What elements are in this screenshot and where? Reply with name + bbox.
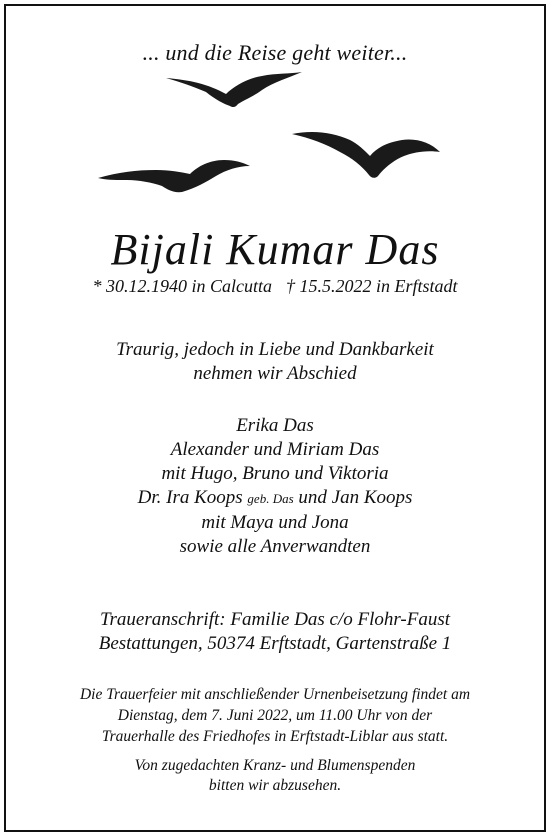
farewell-text — [0, 338, 550, 386]
flowers-line: Von zugedachten Kranz- und Blumenspenden — [134, 757, 416, 774]
mourner-line: Erika Das — [236, 415, 314, 436]
birds-illustration — [0, 60, 550, 200]
mourning-address — [0, 608, 550, 656]
ceremony-line: Die Trauerfeier mit anschließender Urnenbeisetzung findet am — [79, 686, 471, 703]
mourner-name: Dr. Ira Koops — [137, 487, 243, 508]
mourner-line: Alexander und Miriam Das — [170, 439, 380, 460]
mourner-line — [0, 486, 550, 511]
mourner-line: mit Hugo, Bruno und Viktoria — [161, 463, 389, 484]
ceremony-line: Dienstag, dem 7. Juni 2022, um 11.00 Uhr von der — [117, 707, 433, 724]
address-line: Traueranschrift: Familie Das c/o Flohr-Faust — [99, 609, 451, 630]
birth-date: * 30.12.1940 in Calcutta — [92, 276, 272, 296]
seagull-icon — [98, 160, 250, 192]
mourner-line: sowie alle Anverwandten — [179, 536, 371, 557]
mourners-list — [0, 414, 550, 559]
address-line: Bestattungen, 50374 Erftstadt, Gartenstraße 1 — [98, 633, 452, 654]
motto: ... und die Reise geht weiter... — [142, 40, 408, 65]
mourner-line: mit Maya und Jona — [201, 512, 349, 533]
farewell-line: nehmen wir Abschied — [193, 363, 357, 384]
mourner-name: und Jan Koops — [298, 487, 413, 508]
ceremony-info — [0, 684, 550, 747]
maiden-name-note: geb. Das — [247, 491, 294, 506]
deceased-name: Bijali Kumar Das — [110, 225, 440, 274]
seagull-icon — [292, 132, 440, 178]
seagull-icon — [166, 72, 302, 107]
ceremony-line: Trauerhalle des Friedhofes in Erftstadt-Liblar aus statt. — [101, 728, 449, 745]
farewell-line: Traurig, jedoch in Liebe und Dankbarkeit — [116, 339, 434, 360]
death-date: † 15.5.2022 in Erftstadt — [285, 276, 458, 296]
flowers-line: bitten wir abzusehen. — [208, 777, 342, 794]
life-dates — [0, 276, 550, 297]
flowers-note — [0, 756, 550, 796]
